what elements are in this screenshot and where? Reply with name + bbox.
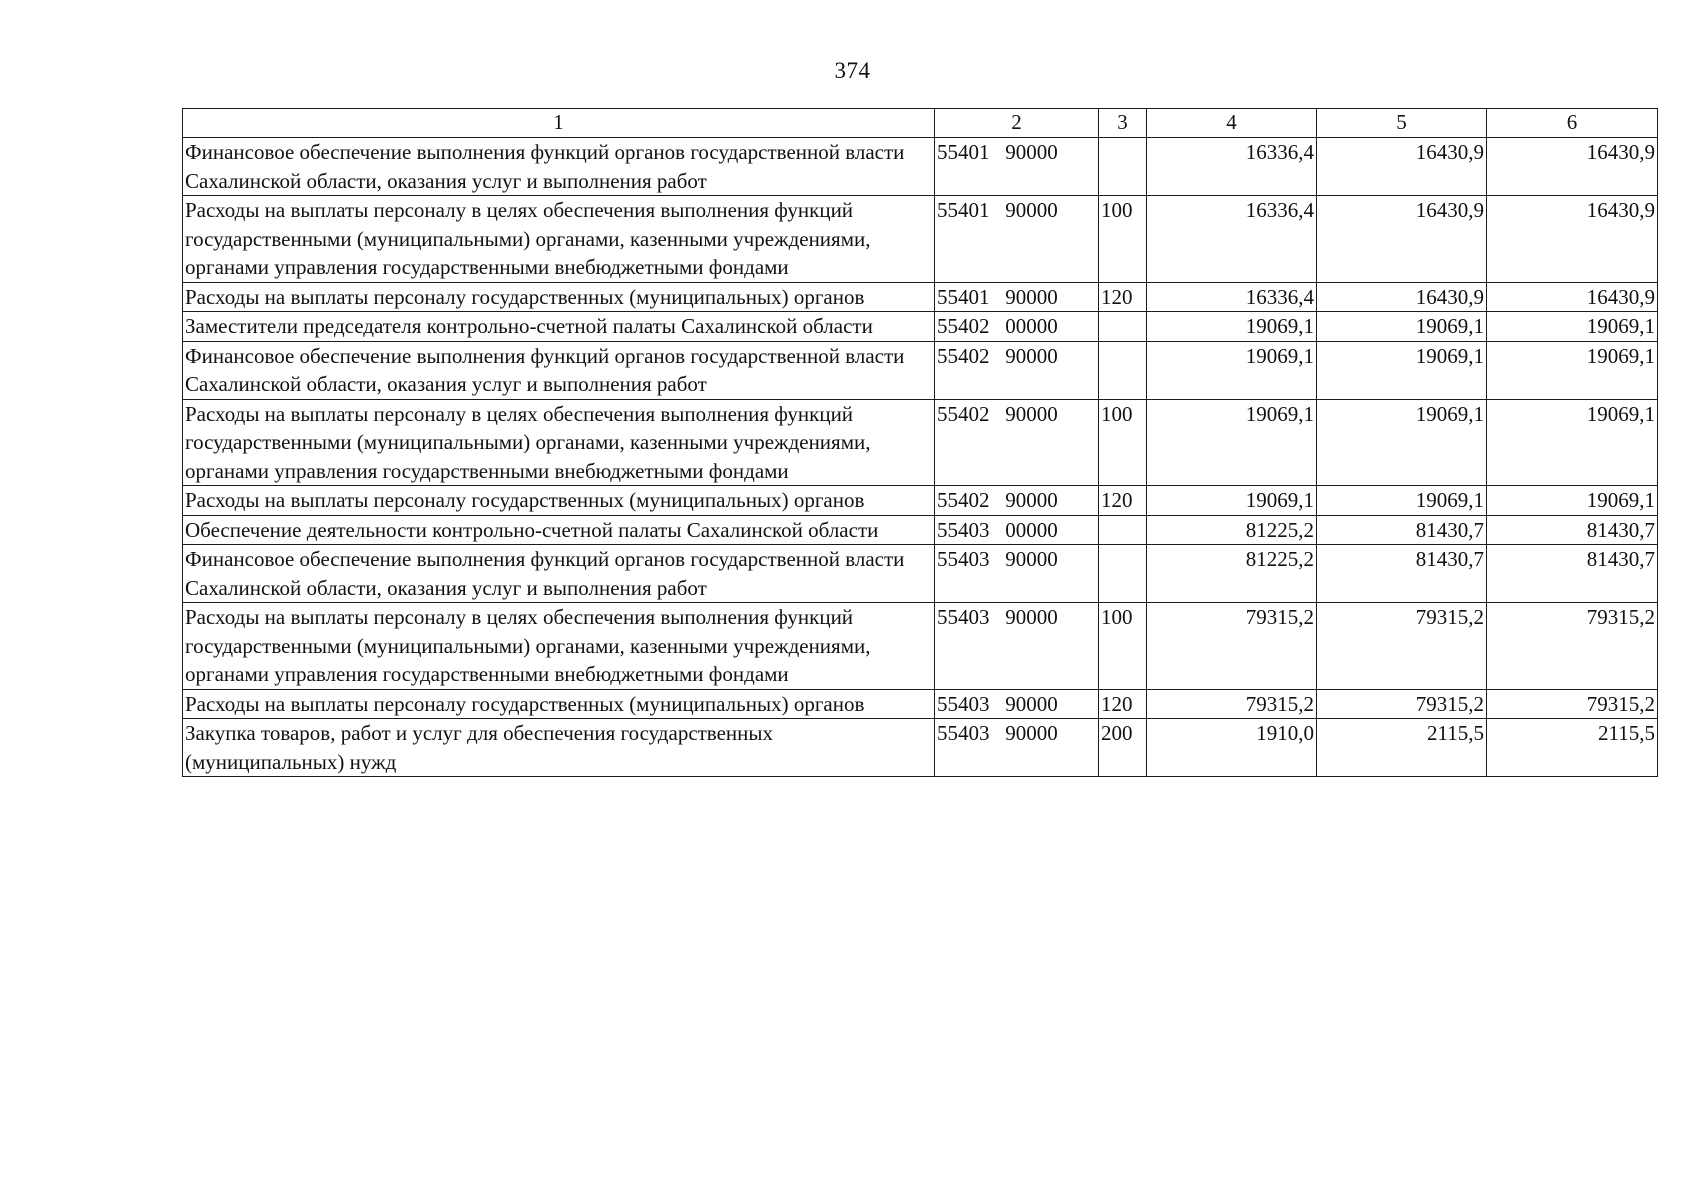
expense-type-code	[1099, 545, 1147, 603]
target-article-code: 55403 90000	[935, 603, 1099, 690]
amount-col-6: 81430,7	[1487, 515, 1658, 545]
amount-col-5: 16430,9	[1317, 196, 1487, 283]
amount-col-5: 16430,9	[1317, 282, 1487, 312]
amount-col-5: 2115,5	[1317, 719, 1487, 777]
target-article-code: 55401 90000	[935, 196, 1099, 283]
column-header-3: 3	[1099, 109, 1147, 138]
row-description: Финансовое обеспечение выполнения функций органов государственной власти Сахалинской области, оказания услуг и выполнения работ	[183, 545, 935, 603]
target-article-code: 55402 00000	[935, 312, 1099, 342]
amount-col-6: 19069,1	[1487, 399, 1658, 486]
table-row	[183, 719, 1658, 777]
row-description: Закупка товаров, работ и услуг для обеспечения государственных (муниципальных) нужд	[183, 719, 935, 777]
amount-col-4: 16336,4	[1147, 196, 1317, 283]
expense-type-code: 120	[1099, 689, 1147, 719]
row-description: Заместители председателя контрольно-счетной палаты Сахалинской области	[183, 312, 935, 342]
expense-type-code	[1099, 341, 1147, 399]
expense-type-code: 100	[1099, 603, 1147, 690]
amount-col-4: 19069,1	[1147, 341, 1317, 399]
amount-col-5: 19069,1	[1317, 399, 1487, 486]
amount-col-4: 79315,2	[1147, 603, 1317, 690]
table-row	[183, 196, 1658, 283]
expense-type-code	[1099, 138, 1147, 196]
table-row	[183, 515, 1658, 545]
amount-col-6: 16430,9	[1487, 138, 1658, 196]
row-description: Расходы на выплаты персоналу в целях обеспечения выполнения функций государственными (муниципальными) органами, казенными учреждениями, органами управления государственными внебюджетными фондами	[183, 399, 935, 486]
amount-col-5: 79315,2	[1317, 689, 1487, 719]
row-description: Расходы на выплаты персоналу в целях обеспечения выполнения функций государственными (муниципальными) органами, казенными учреждениями, органами управления государственными внебюджетными фондами	[183, 196, 935, 283]
amount-col-4: 79315,2	[1147, 689, 1317, 719]
expense-type-code	[1099, 515, 1147, 545]
table-row	[183, 603, 1658, 690]
target-article-code: 55403 00000	[935, 515, 1099, 545]
row-description: Расходы на выплаты персоналу государственных (муниципальных) органов	[183, 689, 935, 719]
expense-type-code: 100	[1099, 196, 1147, 283]
column-header-4: 4	[1147, 109, 1317, 138]
amount-col-5: 81430,7	[1317, 545, 1487, 603]
row-description: Расходы на выплаты персоналу государственных (муниципальных) органов	[183, 282, 935, 312]
amount-col-6: 19069,1	[1487, 486, 1658, 516]
amount-col-4: 19069,1	[1147, 399, 1317, 486]
amount-col-4: 16336,4	[1147, 138, 1317, 196]
target-article-code: 55403 90000	[935, 545, 1099, 603]
row-description: Обеспечение деятельности контрольно-счетной палаты Сахалинской области	[183, 515, 935, 545]
target-article-code: 55401 90000	[935, 282, 1099, 312]
target-article-code: 55402 90000	[935, 486, 1099, 516]
table-row	[183, 689, 1658, 719]
column-header-1: 1	[183, 109, 935, 138]
table-row	[183, 282, 1658, 312]
amount-col-4: 81225,2	[1147, 515, 1317, 545]
amount-col-5: 19069,1	[1317, 312, 1487, 342]
amount-col-6: 2115,5	[1487, 719, 1658, 777]
expense-type-code	[1099, 312, 1147, 342]
amount-col-4: 19069,1	[1147, 312, 1317, 342]
target-article-code: 55401 90000	[935, 138, 1099, 196]
amount-col-6: 16430,9	[1487, 282, 1658, 312]
row-description: Финансовое обеспечение выполнения функций органов государственной власти Сахалинской области, оказания услуг и выполнения работ	[183, 138, 935, 196]
amount-col-6: 81430,7	[1487, 545, 1658, 603]
row-description: Расходы на выплаты персоналу государственных (муниципальных) органов	[183, 486, 935, 516]
target-article-code: 55402 90000	[935, 341, 1099, 399]
expense-type-code: 200	[1099, 719, 1147, 777]
row-description: Расходы на выплаты персоналу в целях обеспечения выполнения функций государственными (муниципальными) органами, казенными учреждениями, органами управления государственными внебюджетными фондами	[183, 603, 935, 690]
row-description: Финансовое обеспечение выполнения функций органов государственной власти Сахалинской области, оказания услуг и выполнения работ	[183, 341, 935, 399]
amount-col-4: 1910,0	[1147, 719, 1317, 777]
amount-col-6: 79315,2	[1487, 689, 1658, 719]
target-article-code: 55403 90000	[935, 689, 1099, 719]
amount-col-6: 16430,9	[1487, 196, 1658, 283]
table-row	[183, 486, 1658, 516]
table-row	[183, 138, 1658, 196]
amount-col-4: 19069,1	[1147, 486, 1317, 516]
amount-col-6: 79315,2	[1487, 603, 1658, 690]
target-article-code: 55402 90000	[935, 399, 1099, 486]
amount-col-4: 16336,4	[1147, 282, 1317, 312]
amount-col-5: 81430,7	[1317, 515, 1487, 545]
expense-type-code: 120	[1099, 282, 1147, 312]
target-article-code: 55403 90000	[935, 719, 1099, 777]
amount-col-6: 19069,1	[1487, 312, 1658, 342]
column-header-5: 5	[1317, 109, 1487, 138]
table-row	[183, 545, 1658, 603]
amount-col-5: 79315,2	[1317, 603, 1487, 690]
amount-col-6: 19069,1	[1487, 341, 1658, 399]
expense-type-code: 120	[1099, 486, 1147, 516]
expense-type-code: 100	[1099, 399, 1147, 486]
table-row	[183, 312, 1658, 342]
table-header-row	[183, 109, 1658, 138]
amount-col-4: 81225,2	[1147, 545, 1317, 603]
budget-table	[182, 108, 1658, 777]
amount-col-5: 19069,1	[1317, 341, 1487, 399]
amount-col-5: 16430,9	[1317, 138, 1487, 196]
table-row	[183, 399, 1658, 486]
column-header-2: 2	[935, 109, 1099, 138]
page-number: 374	[834, 58, 871, 83]
table-row	[183, 341, 1658, 399]
amount-col-5: 19069,1	[1317, 486, 1487, 516]
column-header-6: 6	[1487, 109, 1658, 138]
